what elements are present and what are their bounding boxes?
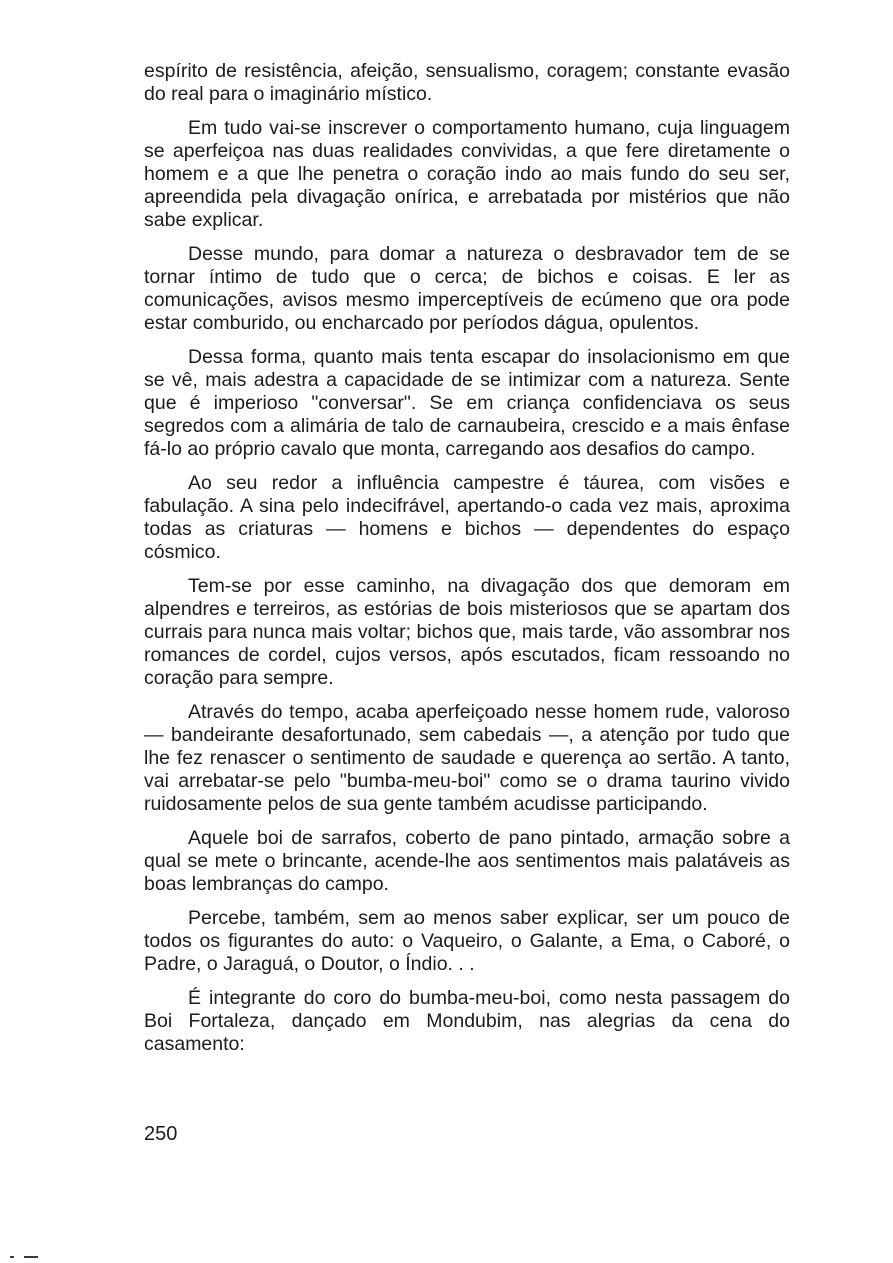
paragraph-9: Percebe, também, sem ao menos saber explicar, ser um pouco de todos os figurantes do auto: o Vaqueiro, o Galante, a Ema, o Caboré, o Padre, o Jaraguá, o Doutor, o Índio. . . bbox=[144, 907, 790, 975]
scan-speck bbox=[10, 1256, 14, 1258]
paragraph-10: É integrante do coro do bumba-meu-boi, como nesta passagem do Boi Fortaleza, dançado em Mondubim, nas alegrias da cena do casamento: bbox=[144, 987, 790, 1055]
scan-speck bbox=[24, 1256, 38, 1258]
paragraph-5: Ao seu redor a influência campestre é táurea, com visões e fabulação. A sina pelo indecifrável, apertando-o cada vez mais, aproxima todas as criaturas — homens e bichos — dependentes do espaço cósmico. bbox=[144, 472, 790, 563]
paragraph-4: Dessa forma, quanto mais tenta escapar do insolacionismo em que se vê, mais adestra a capacidade de se intimizar com a natureza. Sente que é imperioso "conversar". Se em criança confidenciava os seus segredos com a alimária de talo de carnaubeira, crescido e a mais ênfase fá-lo ao próprio cavalo que monta, carregando aos desafios do campo. bbox=[144, 346, 790, 460]
paragraph-6: Tem-se por esse caminho, na divagação dos que demoram em alpendres e terreiros, as estórias de bois misteriosos que se apartam dos currais para nunca mais voltar; bichos que, mais tarde, vão assombrar nos romances de cordel, cujos versos, após escutados, ficam ressoando no coração para sempre. bbox=[144, 575, 790, 689]
paragraph-1: espírito de resistência, afeição, sensualismo, coragem; constante evasão do real para o imaginário místico. bbox=[144, 60, 790, 105]
paragraph-3: Desse mundo, para domar a natureza o desbravador tem de se tornar íntimo de tudo que o cerca; de bichos e coisas. E ler as comunicações, avisos mesmo imperceptíveis de ecúmeno que ora pode estar comburido, ou encharcado por períodos dágua, opulentos. bbox=[144, 243, 790, 334]
paragraph-8: Aquele boi de sarrafos, coberto de pano pintado, armação sobre a qual se mete o brincante, acende-lhe aos sentimentos mais palatáveis as boas lembranças do campo. bbox=[144, 827, 790, 895]
paragraph-2: Em tudo vai-se inscrever o comportamento humano, cuja linguagem se aperfeiçoa nas duas realidades convividas, a que fere diretamente o homem e a que lhe penetra o coração indo ao mais fundo do seu ser, apreendida pela divagação onírica, e arrebatada por mistérios que não sabe explicar. bbox=[144, 117, 790, 231]
page-number: 250 bbox=[144, 1123, 178, 1145]
paragraph-7: Através do tempo, acaba aperfeiçoado nesse homem rude, valoroso — bandeirante desafortunado, sem cabedais —, a atenção por tudo que lhe fez renascer o sentimento de saudade e querença ao sertão. A tanto, vai arrebatar-se pelo "bumba-meu-boi" como se o drama taurino vivido ruidosamente pelos de sua gente também acudisse participando. bbox=[144, 701, 790, 815]
page-body bbox=[144, 60, 790, 1067]
